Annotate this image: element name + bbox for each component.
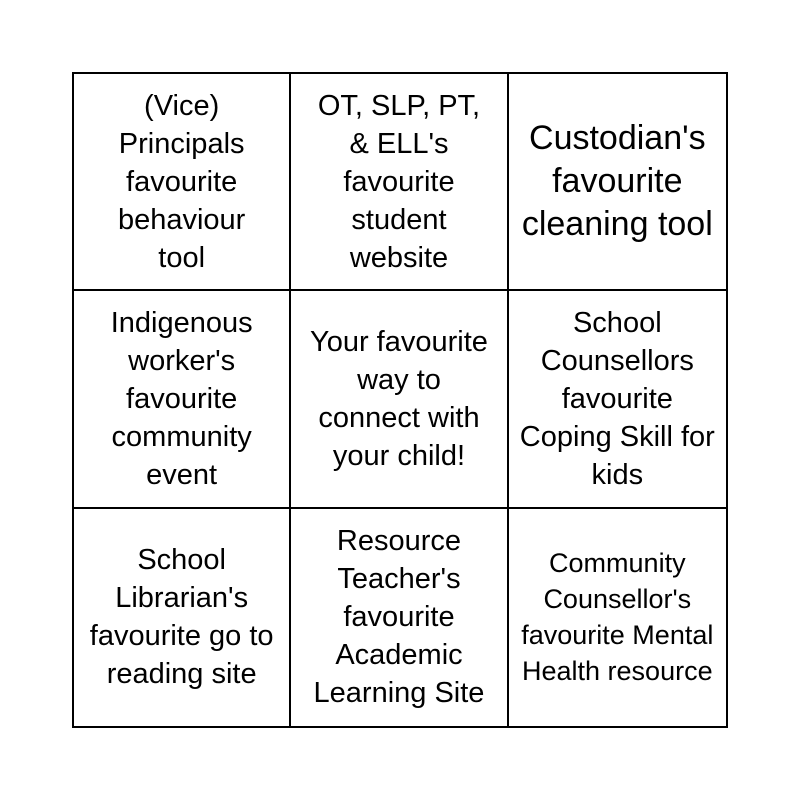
bingo-cell-2[interactable]: [291, 74, 508, 291]
bingo-cell-4-text: Indigenous worker's favourite community event: [110, 306, 253, 491]
bingo-cell-5-text: Your favourite way to connect with your child!: [310, 325, 488, 472]
bingo-cell-9-text: Community Counsellor's favourite Mental Health resource: [521, 548, 714, 687]
bingo-cell-5[interactable]: [291, 291, 508, 508]
bingo-cell-1[interactable]: [74, 74, 291, 291]
bingo-cell-6[interactable]: [509, 291, 726, 508]
bingo-cell-2-text: OT, SLP, PT, & ELL's favourite student website: [317, 89, 481, 274]
bingo-cell-4[interactable]: [74, 291, 291, 508]
bingo-cell-1-text: (Vice) Principals favourite behaviour tool: [117, 89, 246, 274]
bingo-cell-8-text: Resource Teacher's favourite Academic Learning Site: [313, 525, 485, 710]
bingo-cell-3-text: Custodian's favourite cleaning tool: [521, 119, 713, 244]
bingo-board: [72, 72, 728, 728]
bingo-cell-7[interactable]: [74, 509, 291, 726]
bingo-cell-7-text: School Librarian's favourite go to reading site: [89, 544, 274, 691]
bingo-cell-9[interactable]: [509, 509, 726, 726]
bingo-cell-3[interactable]: [509, 74, 726, 291]
bingo-cell-6-text: School Counsellors favourite Coping Skill for kids: [519, 306, 715, 491]
bingo-cell-8[interactable]: [291, 509, 508, 726]
